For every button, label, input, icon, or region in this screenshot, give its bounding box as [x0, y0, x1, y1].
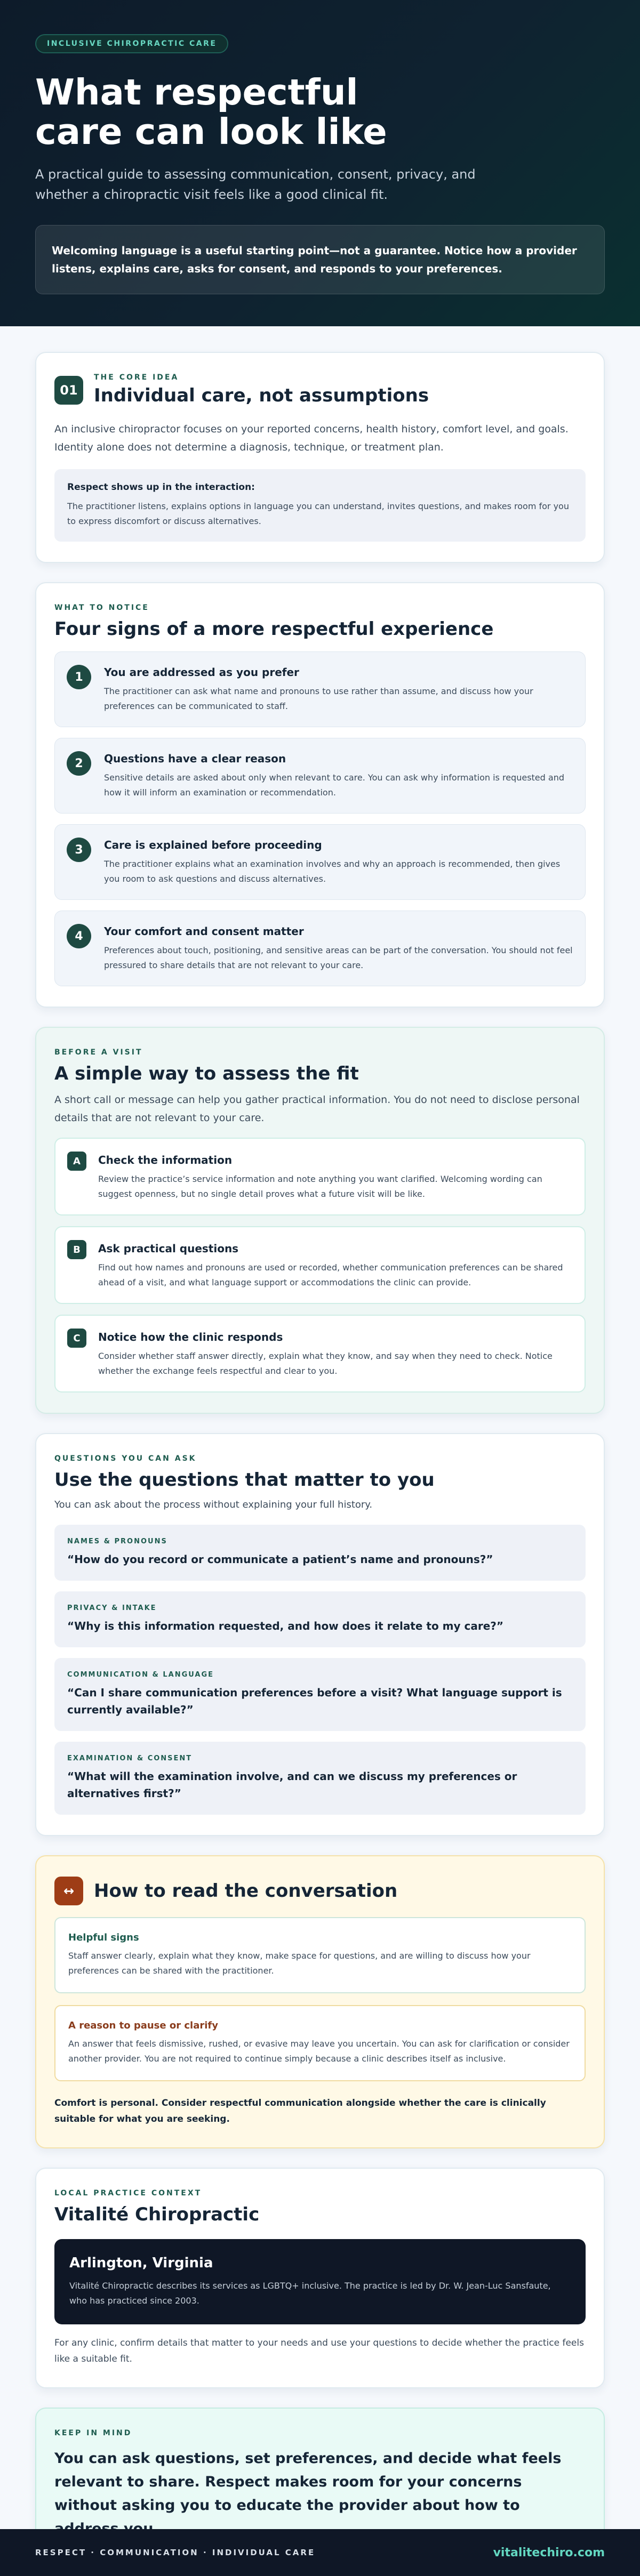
keep-in-mind-text: You can ask questions, set preferences, and decide what feels relevant to share. Respect makes room for your concerns without asking you to educate the provider about how to — [54, 2450, 562, 2514]
sign-item — [54, 911, 586, 986]
pause-box — [54, 2005, 586, 2081]
pause-text: An answer that feels dismissive, rushed, or evasive may leave you uncertain. You can ask for clarification or consider another provider. You are not required to continue simply because a clinic describes itself as inclusive. — [68, 2039, 570, 2064]
section-title: A simple way to assess the fit — [54, 1063, 359, 1084]
section-lead: You can ask about the process without explaining your full history. — [54, 1499, 373, 1510]
section-eyebrow: LOCAL PRACTICE CONTEXT — [54, 2189, 202, 2197]
question-text: “Can I share communication preferences before a visit? What language support is currently available?” — [67, 1686, 562, 1716]
pause-title: A reason to pause or clarify — [68, 2020, 218, 2031]
sign-item — [54, 651, 586, 727]
sign-number: 1 — [67, 665, 91, 689]
sign-title: Care is explained before proceeding — [104, 839, 322, 851]
signs-card — [35, 582, 605, 1008]
respect-box-title: Respect shows up in the interaction: — [67, 482, 255, 493]
step-text: Consider whether staff answer directly, explain what they know, and say when they need to check. Notice whether the exchange feels respectful and clear to you. — [98, 1351, 553, 1376]
conversation-card — [35, 1855, 605, 2148]
core-idea-card — [35, 352, 605, 563]
hero-callout: Welcoming language is a useful starting point—not a guarantee. Notice how a provider listens, explains care, asks for consent, and responds to your preferences. — [35, 225, 605, 294]
question-item — [54, 1658, 586, 1731]
sign-text: The practitioner can ask what name and pronouns to use rather than assume, and discuss how your preferences can be communicated to staff. — [104, 686, 533, 711]
question-item — [54, 1525, 586, 1581]
comfort-note: Comfort is personal. Consider respectful communication alongside whether the care is clinically suitable for what you are seeking. — [54, 2098, 546, 2124]
practice-name: Vitalité Chiropractic — [54, 2204, 260, 2225]
question-category: NAMES & PRONOUNS — [67, 1537, 167, 1545]
question-text: “How do you record or communicate a patient’s name and pronouns?” — [67, 1553, 493, 1566]
step-letter: A — [67, 1152, 86, 1171]
arrows-icon: ↔ — [54, 1877, 83, 1905]
question-text: “Why is this information requested, and how does it relate to my care?” — [67, 1620, 504, 1632]
section-eyebrow: KEEP IN MIND — [54, 2429, 132, 2437]
helpful-signs-text: Staff answer clearly, explain what they know, make space for questions, and are willing to discuss how your preferences can be shared with the practitioner. — [68, 1951, 531, 1976]
hero — [0, 0, 640, 326]
section-lead: A short call or message can help you gather practical information. You do not need to disclose personal details that are not relevant to your care. — [54, 1094, 580, 1124]
sign-text: The practitioner explains what an examination involves and why an approach is recommended, then gives you room to ask questions and discuss alternatives. — [104, 859, 561, 884]
section-lead: An inclusive chiropractor focuses on your reported concerns, health history, comfort level, and goals. Identity alone does not determine a diagnosis, technique, or treatment plan. — [54, 423, 569, 453]
step-letter: B — [67, 1240, 86, 1259]
sign-number: 3 — [67, 838, 91, 862]
step-title: Ask practical questions — [98, 1242, 239, 1255]
page-title: What respectful care can look like — [35, 71, 387, 152]
section-title: Use the questions that matter to you — [54, 1469, 435, 1491]
section-eyebrow: BEFORE A VISIT — [54, 1048, 143, 1057]
footer-tagline: RESPECT · COMMUNICATION · INDIVIDUAL CARE — [35, 2548, 316, 2557]
section-eyebrow: THE CORE IDEA — [94, 373, 179, 382]
step-text: Find out how names and pronouns are used or recorded, whether communication preferences can be shared ahead of a visit, and what language support or accommodations the clinic can provide. — [98, 1262, 563, 1287]
step-item — [54, 1226, 586, 1304]
sign-title: Your comfort and consent matter — [104, 925, 304, 938]
respect-box-text: The practitioner listens, explains options in language you can understand, invites questions, and makes room for you to express discomfort or discuss alternatives. — [67, 501, 569, 526]
helpful-signs-box — [54, 1917, 586, 1993]
step-title: Notice how the clinic responds — [98, 1331, 283, 1343]
location-text: Vitalité Chiropractic describes its services as LGBTQ+ inclusive. The practice is led by Dr. W. Jean-Luc Sansfaute, who has practiced since 2003. — [69, 2281, 551, 2306]
sign-number: 2 — [67, 751, 91, 776]
assess-card — [35, 1027, 605, 1414]
section-eyebrow: WHAT TO NOTICE — [54, 603, 149, 612]
section-title: Individual care, not assumptions — [94, 385, 429, 406]
helpful-signs-title: Helpful signs — [68, 1932, 139, 1943]
question-item — [54, 1591, 586, 1647]
sign-item — [54, 738, 586, 814]
step-title: Check the information — [98, 1154, 233, 1166]
section-title: Four signs of a more respectful experience — [54, 618, 494, 640]
page-subtitle: A practical guide to assessing communication, consent, privacy, and whether a chiropractic visit feels like a good clinical fit. — [35, 167, 476, 202]
sign-title: You are addressed as you prefer — [104, 666, 299, 679]
sign-text: Preferences about touch, positioning, and sensitive areas can be part of the conversation. You should not feel pressured to share details that are not relevant to your care. — [104, 945, 573, 970]
sign-title: Questions have a clear reason — [104, 752, 286, 765]
question-category: PRIVACY & INTAKE — [67, 1604, 157, 1612]
sign-text: Sensitive details are asked about only when relevant to care. You can ask why information is requested and how it will inform an examination or recommendation. — [104, 772, 564, 798]
question-item — [54, 1742, 586, 1815]
step-letter: C — [67, 1329, 86, 1348]
website-link[interactable]: vitalitechiro.com — [493, 2546, 605, 2559]
main-content — [0, 326, 640, 2562]
step-text: Review the practice’s service information and note anything you want clarified. Welcoming wording can suggest openness, but no single detail proves what a future visit will be like. — [98, 1174, 542, 1199]
step-item — [54, 1315, 586, 1392]
section-number-badge: 01 — [54, 376, 83, 405]
location-box — [54, 2239, 586, 2324]
footer — [0, 2529, 640, 2576]
question-category: COMMUNICATION & LANGUAGE — [67, 1671, 214, 1679]
respect-box — [54, 469, 586, 542]
question-category: EXAMINATION & CONSENT — [67, 1754, 193, 1762]
section-title: How to read the conversation — [94, 1880, 398, 1902]
sign-item — [54, 824, 586, 900]
section-lead: For any clinic, confirm details that matter to your needs and use your questions to decide whether the practice feels like a suitable fit. — [54, 2338, 584, 2364]
local-practice-card — [35, 2168, 605, 2388]
step-item — [54, 1138, 586, 1215]
questions-card — [35, 1433, 605, 1836]
section-eyebrow: QUESTIONS YOU CAN ASK — [54, 1454, 197, 1463]
sign-number: 4 — [67, 924, 91, 948]
question-text: “What will the examination involve, and can we discuss my preferences or alternatives first?” — [67, 1770, 517, 1800]
category-pill: INCLUSIVE CHIROPRACTIC CARE — [35, 34, 228, 53]
location-title: Arlington, Virginia — [69, 2255, 213, 2271]
